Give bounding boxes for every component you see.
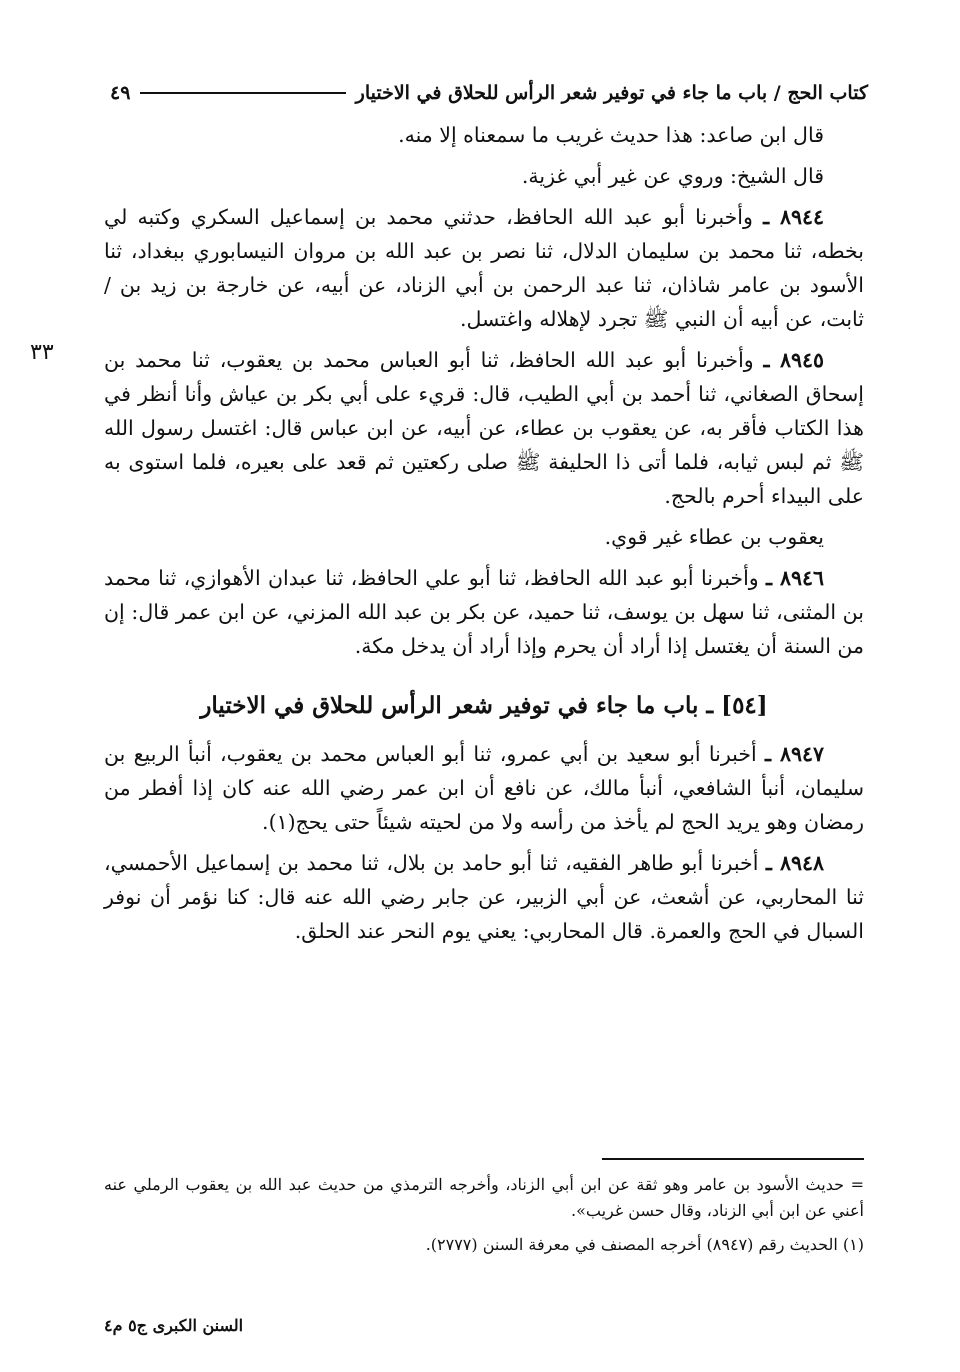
paragraph: [104, 343, 864, 513]
paragraph-text: قال ابن صاعد: هذا حديث غريب ما سمعناه إلا منه.: [398, 123, 824, 147]
hadith-number: ٨٩٤٤ ـ: [763, 205, 824, 229]
paragraph-text: وأخبرنا أبو عبد الله الحافظ، ثنا أبو علي الحافظ، ثنا عبدان الأهوازي، ثنا محمد بن المثنى، ثنا سهل بن يوسف، ثنا حميد، عن بكر بن عبد الله المزني، عن ابن عمر قال: إن من السنة أن يغتسل إذا أراد أن يحرم وإذا أراد أن يدخل مكة.: [104, 566, 864, 658]
paragraph: [104, 737, 864, 839]
footnote: = حديث الأسود بن عامر وهو ثقة عن ابن أبي الزناد، وأخرجه الترمذي من حديث عبد الله بن يعقوب الرملي عنه أعني عن ابن أبي الزناد، وقال حسن غريب».: [104, 1175, 864, 1220]
paragraph-text: وأخبرنا أبو عبد الله الحافظ، ثنا أبو العباس محمد بن يعقوب، ثنا محمد بن إسحاق الصغاني، ثنا أحمد بن أبي الطيب، قال: قريء على أبي بكر بن عياش وأنا أنظر في هذا الكتاب فأقر به، عن يعقوب بن عطاء، عن أبيه، عن ابن عباس قال: اغتسل رسول الله ﷺ ثم لبس ثيابه، فلما أتى ذا الحليفة ﷺ صلى ركعتين ثم قعد على بعيره، فلما استوى به على البيداء أحرم بالحج.: [104, 348, 864, 508]
running-header: [110, 76, 868, 110]
header-title: كتاب الحج / باب ما جاء في توفير شعر الرأس للحلاق في الاختيار: [355, 82, 868, 104]
hadith-number: ٨٩٤٦ ـ: [766, 566, 824, 590]
paragraph-text: أخبرنا أبو سعيد بن أبي عمرو، ثنا أبو العباس محمد بن يعقوب، أنبأ الربيع بن سليمان، أنبأ الشافعي، أنبأ مالك، عن نافع أن ابن عمر رضي الله عنه كان إذا أفطر من رمضان وهو يريد الحج لم يأخذ من رأسه ولا من لحيته شيئاً حتى يحج(١).: [104, 742, 864, 834]
footnote: (١) الحديث رقم (٨٩٤٧) أخرجه المصنف في معرفة السنن (٢٧٧٧).: [425, 1235, 864, 1254]
paragraph-text: وأخبرنا أبو عبد الله الحافظ، حدثني محمد بن إسماعيل السكري وكتبه لي بخطه، ثنا محمد بن سليمان الدلال، ثنا نصر بن عبد الله بن مروان النيسابوري ببغداد، ثنا الأسود بن عامر شاذان، ثنا عبد الرحمن بن أبي الزناد، عن أبيه، عن خارجة بن زيد بن / ثابت، عن أبيه أن النبي ﷺ تجرد لإهلاله واغتسل.: [104, 205, 864, 331]
paragraph: [104, 520, 864, 554]
paragraph-text: أخبرنا أبو طاهر الفقيه، ثنا أبو حامد بن بلال، ثنا محمد بن إسماعيل الأحمسي، ثنا المحاربي، عن أشعث، عن أبي الزبير، عن جابر رضي الله عنه قال: كنا نؤمر أن نوفر السبال في الحج والعمرة. قال المحاربي: يعني يوم النحر عند الحلق.: [104, 851, 864, 943]
page-number: ٤٩: [110, 82, 131, 104]
footer-signature: السنن الكبرى ج٥ م٤: [104, 1316, 244, 1335]
section-heading: [٥٤] ـ باب ما جاء في توفير شعر الرأس للحلاق في الاختيار: [200, 692, 768, 719]
paragraph: [104, 846, 864, 948]
main-text: [104, 118, 864, 955]
hadith-number: ٨٩٤٧ ـ: [765, 742, 824, 766]
footnote-rule: [602, 1158, 864, 1160]
header-rule: [140, 92, 345, 94]
hadith-number: ٨٩٤٨ ـ: [765, 851, 824, 875]
paragraph-text: يعقوب بن عطاء غير قوي.: [604, 525, 824, 549]
footnotes: [104, 1172, 864, 1266]
margin-number: ٣٣: [30, 340, 54, 365]
paragraph: [104, 118, 864, 152]
paragraph-text: قال الشيخ: وروي عن غير أبي غزية.: [521, 164, 824, 188]
paragraph: [104, 159, 864, 193]
paragraph: [104, 561, 864, 663]
hadith-number: ٨٩٤٥ ـ: [763, 348, 824, 372]
paragraph: [104, 200, 864, 336]
